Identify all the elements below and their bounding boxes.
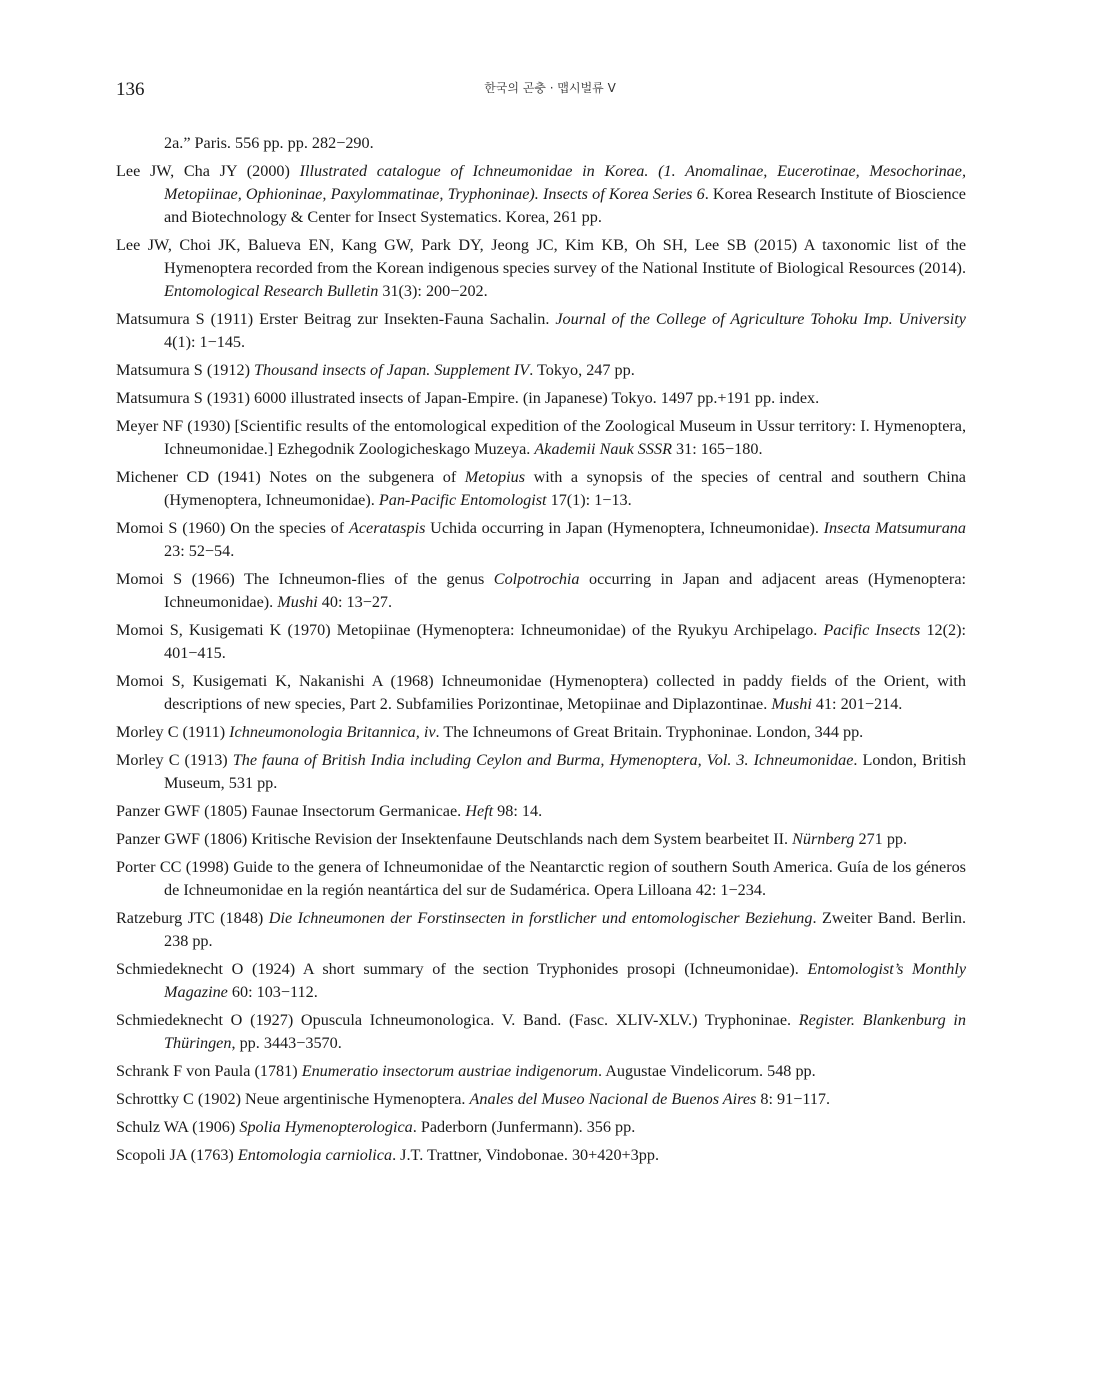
reference-text: 2a.” Paris. 556 pp. pp. 282−290. — [164, 134, 374, 152]
reference-text: Matsumura S (1912) — [116, 361, 255, 379]
reference-entry — [116, 800, 966, 823]
reference-italic-text: Mushi — [277, 593, 318, 611]
reference-entry — [116, 132, 966, 155]
reference-entry — [116, 387, 966, 410]
reference-text: Panzer GWF (1805) Faunae Insectorum Germanicae. — [116, 802, 466, 820]
reference-text: . Zweiter Band. Berlin. 238 pp. — [164, 909, 967, 950]
reference-text: Schmiedeknecht O (1924) A short summary of the section Tryphonides prosopi (Ichneumonidae). — [116, 960, 808, 978]
reference-italic-text: Insecta Matsumurana — [823, 519, 966, 537]
reference-entry — [116, 749, 966, 795]
reference-text: Lee JW, Choi JK, Balueva EN, Kang GW, Park DY, Jeong JC, Kim KB, Oh SH, Lee SB (2015) A taxonomic list of the Hymenoptera recorded from the Korean indigenous species survey of the National Institute of Biological Resources (2014). — [116, 236, 966, 277]
reference-entry — [116, 308, 966, 354]
reference-text: . The Ichneumons of Great Britain. Tryphoninae. London, 344 pp. — [435, 723, 864, 741]
reference-text: . Tokyo, 247 pp. — [529, 361, 635, 379]
reference-entry — [116, 415, 966, 461]
reference-italic-text: Mushi — [771, 695, 812, 713]
running-header: 한국의 곤충 · 맵시벌류 V — [484, 81, 616, 95]
reference-text: 4(1): 1−145. — [164, 333, 246, 351]
reference-entry — [116, 568, 966, 614]
reference-text: 8: 91−117. — [756, 1090, 831, 1108]
reference-text: Matsumura S (1931) 6000 illustrated insects of Japan-Empire. (in Japanese) Tokyo. 1497 pp.+191 pp. index. — [116, 389, 820, 407]
reference-text: Porter CC (1998) Guide to the genera of Ichneumonidae of the Neantarctic region of southern South America. Guía de los géneros de Ichneumonidae en la región neantártica del sur de Sudamérica. Opera Lilloana 42: 1−234. — [116, 858, 966, 899]
reference-entry — [116, 721, 966, 744]
reference-text: 12(2): 401−415. — [164, 621, 966, 662]
reference-text: . J.T. Trattner, Vindobonae. 30+420+3pp. — [392, 1146, 660, 1164]
reference-text: Morley C (1911) — [116, 723, 230, 741]
reference-italic-text: Pan-Pacific Entomologist — [378, 491, 547, 509]
reference-text: occurring in Japan and adjacent areas (Hymenoptera: Ichneumonidae). — [164, 570, 966, 611]
reference-text: Morley C (1913) — [116, 751, 233, 769]
reference-list — [116, 132, 966, 1172]
reference-text: Schrottky C (1902) Neue argentinische Hymenoptera. — [116, 1090, 470, 1108]
reference-text: Panzer GWF (1806) Kritische Revision der Insektenfaune Deutschlands nach dem System bearbeitet II. — [116, 830, 793, 848]
reference-entry — [116, 958, 966, 1004]
reference-italic-text: Metopius — [464, 468, 526, 486]
reference-text: 23: 52−54. — [164, 542, 235, 560]
reference-text: Matsumura S (1911) Erster Beitrag zur Insekten-Fauna Sachalin. — [116, 310, 556, 328]
reference-italic-text: Enumeratio insectorum austriae indigenorum — [301, 1062, 598, 1080]
reference-entry — [116, 670, 966, 716]
reference-italic-text: Colpotrochia — [493, 570, 580, 588]
reference-entry — [116, 1088, 966, 1111]
reference-italic-text: Journal of the College of Agriculture Tohoku Imp. University — [555, 310, 966, 328]
reference-italic-text: Entomologist’s Monthly Magazine — [164, 960, 967, 1001]
reference-text: Ratzeburg JTC (1848) — [116, 909, 269, 927]
reference-text: . London, British Museum, 531 pp. — [164, 751, 966, 792]
reference-entry — [116, 234, 966, 303]
reference-text: Uchida occurring in Japan (Hymenoptera, Ichneumonidae). — [425, 519, 824, 537]
reference-text: 40: 13−27. — [317, 593, 393, 611]
reference-entry — [116, 160, 966, 229]
reference-text: 271 pp. — [854, 830, 908, 848]
reference-text: 17(1): 1−13. — [546, 491, 632, 509]
reference-text: 98: 14. — [493, 802, 543, 820]
reference-italic-text: Acerataspis — [348, 519, 426, 537]
reference-text: with a synopsis of the species of central and southern China (Hymenoptera, Ichneumonidae). — [164, 468, 966, 509]
reference-text: 41: 201−214. — [811, 695, 903, 713]
reference-italic-text: Spolia Hymenopterologica — [239, 1118, 413, 1136]
reference-text: Momoi S (1960) On the species of — [116, 519, 349, 537]
reference-text: Meyer NF (1930) [Scientific results of the entomological expedition of the Zoological Museum in Ussur territory: I. Hymenoptera, Ichneumonidae.] Ezhegodnik Zoologicheskago Muzeya. — [116, 417, 966, 458]
reference-italic-text: Die Ichneumonen der Forstinsecten in forstlicher und entomologischer Beziehung — [268, 909, 813, 927]
reference-text: Schrank F von Paula (1781) — [116, 1062, 302, 1080]
reference-text: 31(3): 200−202. — [378, 282, 488, 300]
reference-italic-text: Thousand insects of Japan. Supplement IV — [254, 361, 530, 379]
reference-entry — [116, 1144, 966, 1167]
reference-text: Momoi S, Kusigemati K, Nakanishi A (1968) Ichneumonidae (Hymenoptera) collected in paddy fields of the Orient, with descriptions of new species, Part 2. Subfamilies Porizontinae, Metopiinae and Diplazontinae. — [116, 672, 966, 713]
reference-entry — [116, 1116, 966, 1139]
reference-text: 60: 103−112. — [227, 983, 318, 1001]
reference-italic-text: The fauna of British India including Ceylon and Burma, Hymenoptera, Vol. 3. Ichneumonidae — [232, 751, 854, 769]
reference-italic-text: Entomologia carniolica — [237, 1146, 393, 1164]
reference-italic-text: Register. Blankenburg in Thüringen — [164, 1011, 966, 1052]
reference-text: 31: 165−180. — [671, 440, 763, 458]
reference-entry — [116, 907, 966, 953]
reference-text: , pp. 3443−3570. — [231, 1034, 342, 1052]
reference-text: . Korea Research Institute of Bioscience and Biotechnology & Center for Insect Systematics. Korea, 261 pp. — [164, 185, 966, 226]
reference-text: Momoi S (1966) The Ichneumon-flies of the genus — [116, 570, 494, 588]
reference-italic-text: Akademii Nauk SSSR — [534, 440, 672, 458]
reference-italic-text: Ichneumonologia Britannica, iv — [229, 723, 436, 741]
reference-italic-text: Entomological Research Bulletin — [164, 282, 379, 300]
reference-entry — [116, 828, 966, 851]
reference-text: Schmiedeknecht O (1927) Opuscula Ichneumonologica. V. Band. (Fasc. XLIV-XLV.) Tryphoninae. — [116, 1011, 799, 1029]
reference-entry — [116, 1009, 966, 1055]
reference-text: . Augustae Vindelicorum. 548 pp. — [598, 1062, 816, 1080]
reference-italic-text: Anales del Museo Nacional de Buenos Aires — [469, 1090, 757, 1108]
reference-text: . Paderborn (Junfermann). 356 pp. — [412, 1118, 636, 1136]
reference-entry — [116, 517, 966, 563]
reference-italic-text: Pacific Insects — [823, 621, 921, 639]
reference-text: Momoi S, Kusigemati K (1970) Metopiinae (Hymenoptera: Ichneumonidae) of the Ryukyu Archipelago. — [116, 621, 824, 639]
reference-text: Scopoli JA (1763) — [116, 1146, 238, 1164]
reference-entry — [116, 856, 966, 902]
reference-entry — [116, 466, 966, 512]
reference-text: Lee JW, Cha JY (2000) — [116, 162, 300, 180]
reference-entry — [116, 619, 966, 665]
reference-text: Michener CD (1941) Notes on the subgenera of — [116, 468, 465, 486]
page-number: 136 — [116, 79, 145, 100]
reference-italic-text: Heft — [465, 802, 494, 820]
reference-italic-text: Illustrated catalogue of Ichneumonidae in Korea. (1. Anomalinae, Eucerotinae, Mesochorinae, Metopiinae, Ophioninae, Paxylommatinae, Tryphoninae). Insects of Korea Series 6 — [164, 162, 966, 203]
reference-text: Schulz WA (1906) — [116, 1118, 240, 1136]
reference-italic-text: Nürnberg — [792, 830, 855, 848]
reference-entry — [116, 359, 966, 382]
reference-entry — [116, 1060, 966, 1083]
